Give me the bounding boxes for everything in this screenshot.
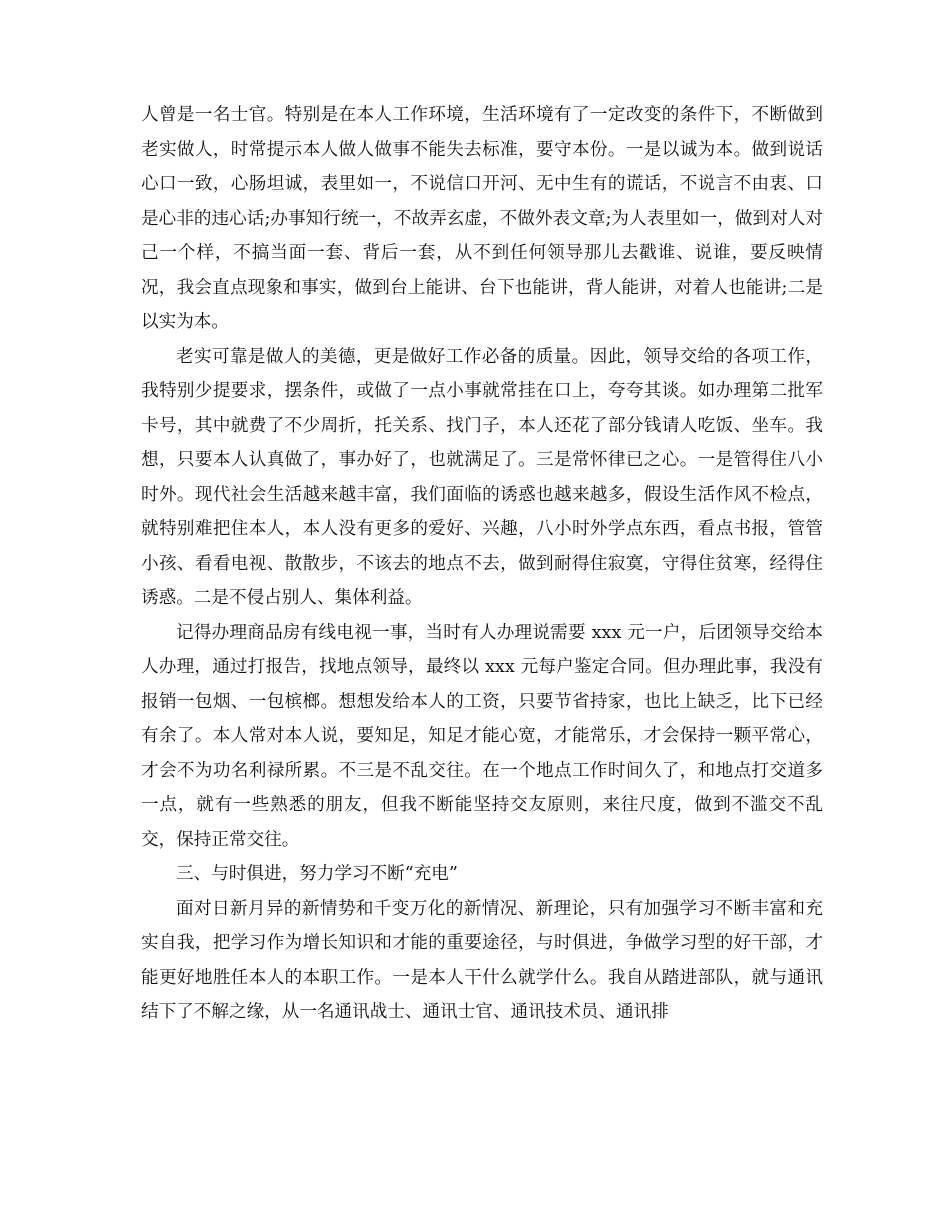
section-heading: 三、与时俱进，努力学习不断“充电”	[176, 864, 458, 884]
paragraph-1: 人曾是一名士官。特别是在本人工作环境，生活环境有了一定改变的条件下，不断做到老实做人，时常提示本人做人做事不能失去标准，要守本份。一是以诚为本。做到说话心口一致，心肠坦诚，表里如一，不说信口开河、无中生有的谎话，不说言不由衷、口是心非的违心话;办事知行统一，不故弄玄虚，不做外表文章;为人表里如一，做到对人对己一个样，不搞当面一套、背后一套，从不到任何领导那儿去戳谁、说谁，要反映情况，我会直点现象和事实，做到台上能讲、台下也能讲，背人能讲，对着人也能讲;二是以实为本。	[141, 105, 823, 332]
paragraph-4: 面对日新月异的新情势和千变万化的新情况、新理论，只有加强学习不断丰富和充实自我，把学习作为增长知识和才能的重要途径，与时俱进，争做学习型的好干部，才能更好地胜任本人的本职工作。一是本人干什么就学什么。我自从踏进部队，就与通讯结下了不解之缘，从一名通讯战士、通讯士官、通讯技术员、通讯排	[141, 898, 823, 1022]
document-body	[141, 98, 823, 1030]
paragraph-3: 记得办理商品房有线电视一事，当时有人办理说需要 xxx 元一户，后团领导交给本人办理，通过打报告，找地点领导，最终以 xxx 元每户鉴定合同。但办理此事，我没有报销一包烟、一包槟榔。想想发给本人的工资，只要节省持家，也比上缺乏，比下已经有余了。本人常对本人说，要知足，知足才能心宽，才能常乐，才会保持一颗平常心，才会不为功名利禄所累。不三是不乱交往。在一个地点工作时间久了，和地点打交道多一点，就有一些熟悉的朋友，但我不断能坚持交友原则，来往尺度，做到不滥交不乱交，保持正常交往。	[141, 622, 823, 850]
paragraph-2: 老实可靠是做人的美德，更是做好工作必备的质量。因此，领导交给的各项工作，我特别少提要求，摆条件，或做了一点小事就常挂在口上，夸夸其谈。如办理第二批军卡号，其中就费了不少周折，托关系、找门子，本人还花了部分钱请人吃饭、坐车。我想，只要本人认真做了，事办好了，也就满足了。三是常怀律已之心。一是管得住八小时外。现代社会生活越来越丰富，我们面临的诱惑也越来越多，假设生活作风不检点，就特别难把住本人，本人没有更多的爱好、兴趣，八小时外学点东西，看点书报，管管小孩、看看电视、散散步，不该去的地点不去，做到耐得住寂寞，守得住贫寒，经得住诱惑。二是不侵占别人、集体利益。	[141, 346, 823, 608]
